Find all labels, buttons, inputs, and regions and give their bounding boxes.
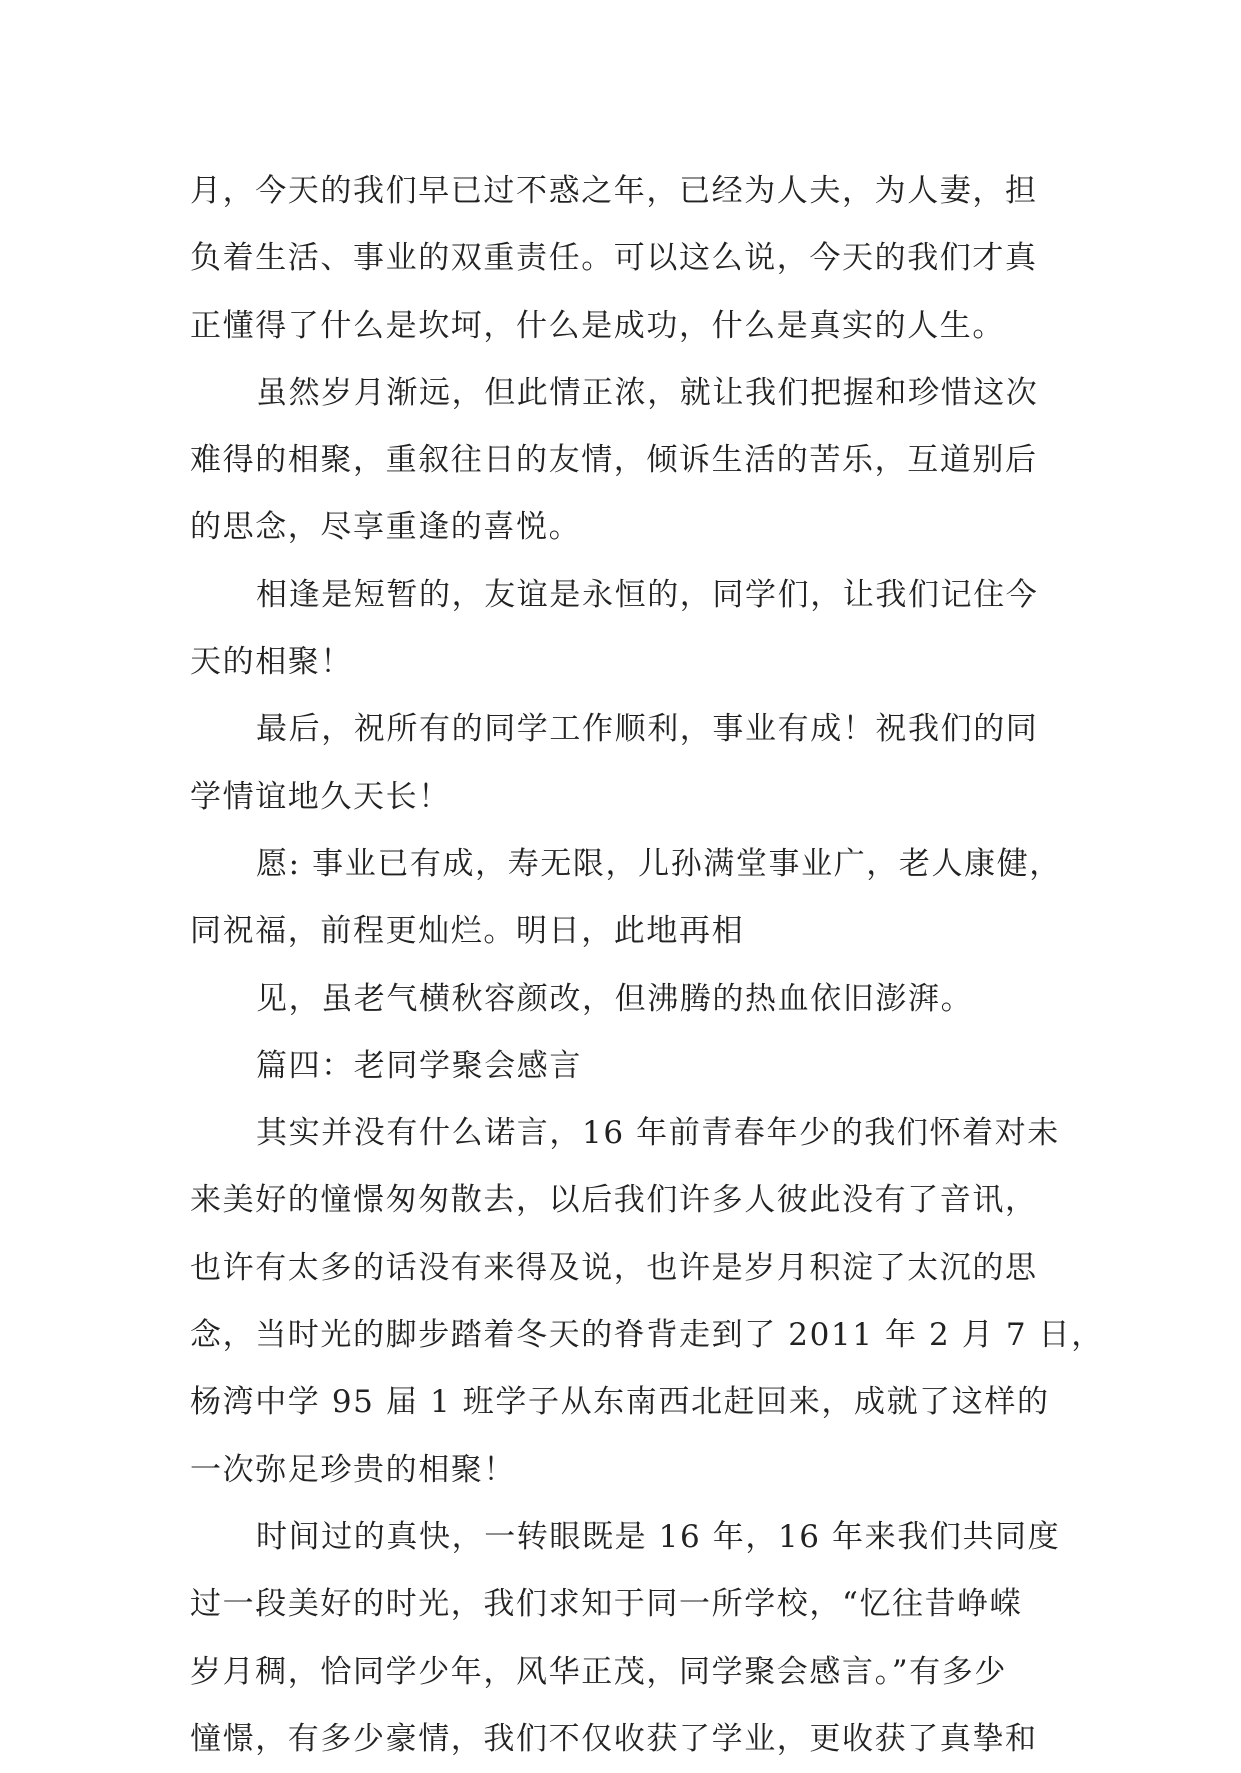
text-line: 最后，祝所有的同学工作顺利，事业有成！祝我们的同 <box>256 711 1039 748</box>
text-line: 难得的相聚，重叙往日的友情，倾诉生活的苦乐，互道别后 <box>190 442 1038 479</box>
text-line: 其实并没有什么诺言，16 年前青春年少的我们怀着对未 <box>256 1115 1060 1152</box>
text-line: 杨湾中学 95 届 1 班学子从东南西北赶回来，成就了这样的 <box>190 1384 1050 1421</box>
text-line: 一次弥足珍贵的相聚！ <box>190 1451 516 1488</box>
text-line: 虽然岁月渐远，但此情正浓，就让我们把握和珍惜这次 <box>256 374 1039 411</box>
document-body <box>190 158 1104 1773</box>
text-line: 见，虽老气横秋容颜改，但沸腾的热血依旧澎湃。 <box>256 980 974 1017</box>
text-line: 过一段美好的时光，我们求知于同一所学校，“忆往昔峥嵘 <box>190 1586 1023 1623</box>
text-line: 学情谊地久天长！ <box>190 778 451 815</box>
text-line: 正懂得了什么是坎坷，什么是成功，什么是真实的人生。 <box>190 307 1005 344</box>
text-line: 憧憬，有多少豪情，我们不仅收获了学业，更收获了真挚和 <box>190 1720 1038 1757</box>
text-line: 相逢是短暂的，友谊是永恒的，同学们，让我们记住今 <box>256 576 1039 613</box>
text-line: 也许有太多的话没有来得及说，也许是岁月积淀了太沉的思 <box>190 1249 1038 1286</box>
text-line: 同祝福，前程更灿烂。明日，此地再相 <box>190 913 745 950</box>
text-line: 岁月稠，恰同学少年，风华正茂，同学聚会感言。”有多少 <box>190 1653 1007 1690</box>
text-line: 负着生活、事业的双重责任。可以这么说，今天的我们才真 <box>190 240 1038 277</box>
text-line: 来美好的憧憬匆匆散去，以后我们许多人彼此没有了音讯， <box>190 1182 1038 1219</box>
section-heading: 篇四：老同学聚会感言 <box>256 1047 582 1084</box>
text-line: 愿: 事业已有成，寿无限，儿孙满堂事业广，老人康健， <box>256 845 1062 882</box>
text-line: 的思念，尽享重逢的喜悦。 <box>190 509 582 546</box>
text-line: 时间过的真快，一转眼既是 16 年，16 年来我们共同度 <box>256 1518 1061 1555</box>
text-line: 天的相聚！ <box>190 644 353 681</box>
text-line: 念，当时光的脚步踏着冬天的脊背走到了 2011 年 2 月 7 日， <box>190 1317 1104 1354</box>
text-line: 月，今天的我们早已过不惑之年，已经为人夫，为人妻，担 <box>190 173 1038 209</box>
